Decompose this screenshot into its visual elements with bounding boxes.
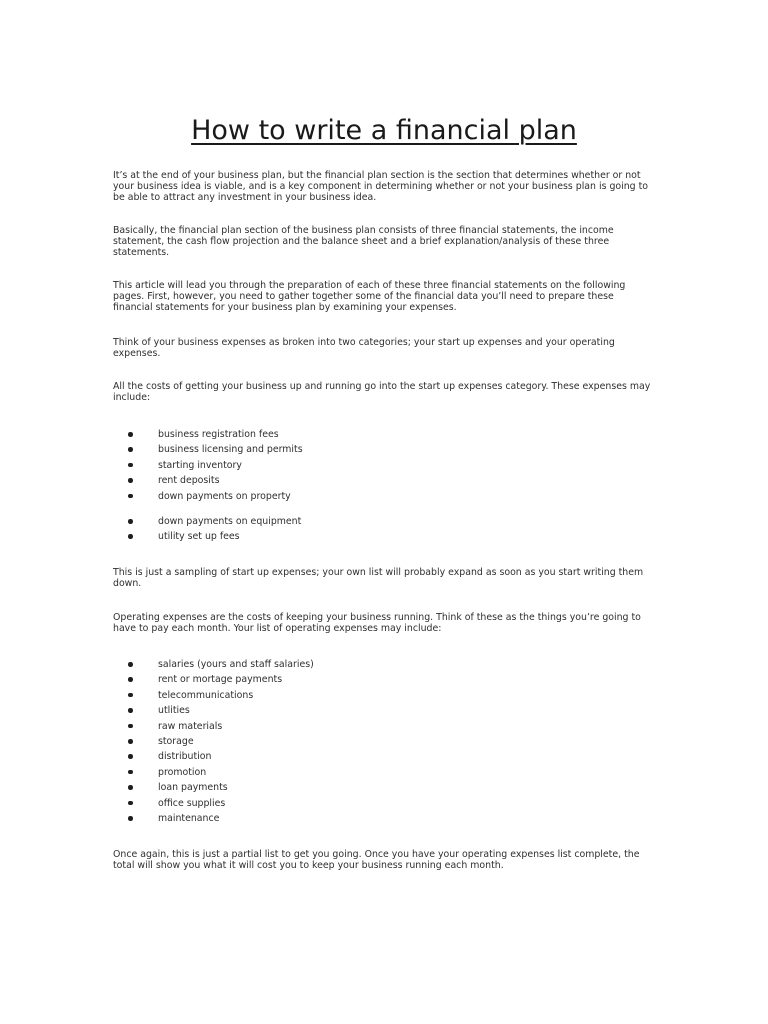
bullet-icon <box>128 693 133 698</box>
list-item-label: starting inventory <box>158 459 242 471</box>
bullet-icon <box>128 662 133 667</box>
list-item-label: storage <box>158 735 194 747</box>
page-title: How to write a financial plan <box>191 115 577 146</box>
list-item <box>113 672 658 687</box>
list-item <box>113 489 658 504</box>
operating-expenses-list <box>113 657 658 826</box>
list-item <box>113 458 658 473</box>
bullet-icon <box>128 432 133 437</box>
list-item-label: business registration fees <box>158 429 279 440</box>
bullet-icon <box>128 447 133 452</box>
list-item-label: down payments on equipment <box>158 516 302 527</box>
list-item <box>113 442 658 457</box>
list-item-label: maintenance <box>158 812 220 824</box>
bullet-icon <box>128 816 133 821</box>
startup-expenses-paragraph: All the costs of getting your business up and running go into the start up expenses category. These expenses may include: <box>113 381 651 403</box>
list-item-label: salaries (yours and staff salaries) <box>158 659 314 670</box>
list-item-label: down payments on property <box>158 490 291 502</box>
bullet-icon <box>128 708 133 713</box>
closing-paragraph: Once again, this is just a partial list to get you going. Once you have your operating expenses list complete, the total will show you what it will cost you to keep your business running each month. <box>113 849 640 871</box>
list-item-label: office supplies <box>158 797 226 809</box>
list-item-label: promotion <box>158 766 207 778</box>
list-item <box>113 719 658 734</box>
list-item <box>113 749 658 764</box>
bullet-icon <box>128 770 133 775</box>
list-item <box>113 688 658 703</box>
list-item <box>113 734 658 749</box>
expense-categories-paragraph: Think of your business expenses as broken into two categories; your start up expenses and your operating expenses. <box>113 337 615 359</box>
bullet-icon <box>128 463 133 468</box>
list-item-label: telecommunications <box>158 689 254 701</box>
bullet-icon <box>128 724 133 729</box>
intro-paragraph: It’s at the end of your business plan, but the financial plan section is the section that determines whether or not your business idea is viable, and is a key component in determining whether or not your business plan is going to be able to attract any investment in your business idea. <box>113 170 649 203</box>
bullet-icon <box>128 785 133 790</box>
list-item-label: distribution <box>158 751 212 763</box>
preparation-paragraph: This article will lead you through the preparation of each of these three financial statements on the following pages. First, however, you need to gather together some of the financial data you’ll need to prepare these financial statements for your business plan by examining your expenses. <box>113 280 626 313</box>
bullet-icon <box>128 739 133 744</box>
list-item <box>113 796 658 811</box>
startup-expenses-list-continued <box>113 514 658 545</box>
list-item <box>113 703 658 718</box>
list-item <box>113 473 658 488</box>
list-item-label: business licensing and permits <box>158 444 303 456</box>
bullet-icon <box>128 754 133 759</box>
startup-expenses-list <box>113 427 658 504</box>
list-item <box>113 780 658 795</box>
list-item-label: rent or mortage payments <box>158 674 283 686</box>
list-item <box>113 427 658 442</box>
list-item <box>113 811 658 826</box>
list-item-label: utlities <box>158 705 190 717</box>
list-item-label: utility set up fees <box>158 531 240 543</box>
list-item-label: loan payments <box>158 782 228 794</box>
bullet-icon <box>128 677 133 682</box>
bullet-icon <box>128 519 133 524</box>
financial-statements-paragraph: Basically, the financial plan section of the business plan consists of three financial statements, the income statement, the cash flow projection and the balance sheet and a brief explanation/analysis of these three statements. <box>113 225 614 258</box>
bullet-icon <box>128 478 133 483</box>
sampling-paragraph: This is just a sampling of start up expenses; your own list will probably expand as soon as you start writing them down. <box>113 567 644 589</box>
list-item-label: raw materials <box>158 720 223 732</box>
list-item <box>113 529 658 544</box>
list-item-label: rent deposits <box>158 475 220 487</box>
operating-expenses-paragraph: Operating expenses are the costs of keeping your business running. Think of these as the things you’re going to have to pay each month. Your list of operating expenses may include: <box>113 612 641 634</box>
bullet-icon <box>128 494 133 499</box>
list-item <box>113 657 658 672</box>
bullet-icon <box>128 534 133 539</box>
bullet-icon <box>128 801 133 806</box>
list-item <box>113 765 658 780</box>
list-item <box>113 514 658 529</box>
